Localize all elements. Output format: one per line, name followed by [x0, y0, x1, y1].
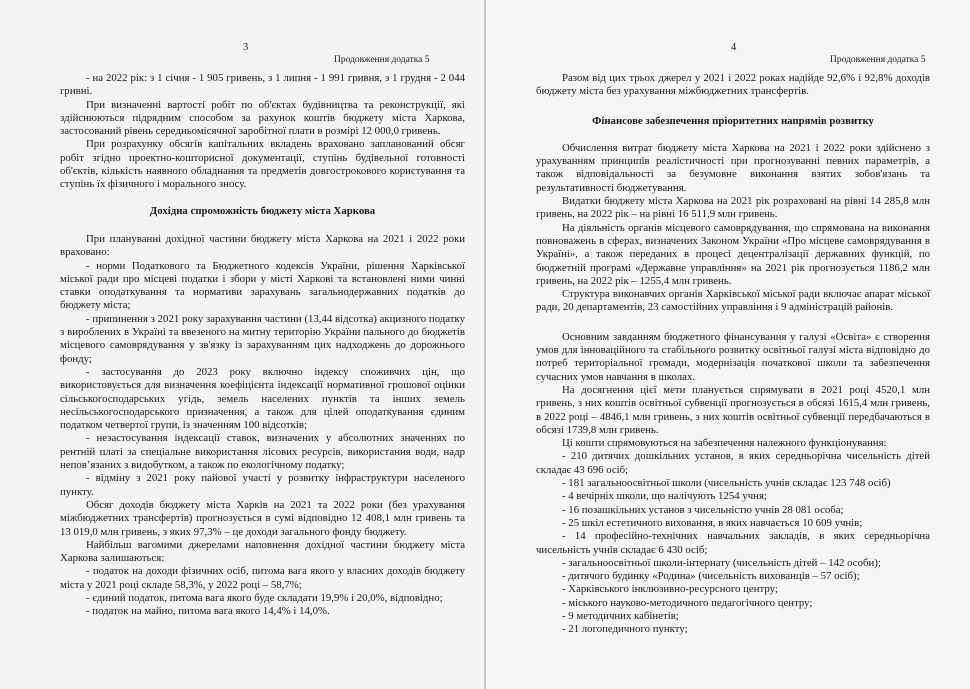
list-item: - Харківського інклюзивно-ресурсного центру;	[562, 583, 778, 596]
list-item: - 210 дитячих дошкільних установ, в яких середньорічна чисельність дітей складає 43 696 осіб;	[536, 450, 930, 476]
list-item: - загальноосвітньої школи-інтернату (чисельність дітей – 142 особи);	[562, 556, 881, 569]
paragraph: На досягнення цієї мети планується спрямувати в 2021 році 4520,1 млн гривень, з них коштів освітньої субвенції прогнозується в обсязі 1615,4 млн гривень, в 2022 році – 4846,1 млн гривень, з них коштів освітньої субвенції передбачаються в обсязі 1739,8 млн гривень.	[536, 383, 930, 436]
paragraph: Разом від цих трьох джерел у 2021 і 2022 роках надійде 92,6% і 92,8% доходів бюджету міста без урахування міжбюджетних трансфертів.	[536, 72, 930, 98]
paragraph: - відміну з 2021 року пайової участі у розвитку інфраструктури населеного пункту.	[60, 472, 465, 498]
list-item: - 181 загальноосвітньої школи (чисельність учнів складає 123 748 осіб)	[562, 477, 891, 490]
right-page-body	[536, 72, 930, 637]
paragraph: Структура виконавчих органів Харківської міської ради включає апарат міської ради, 20 департаментів, 23 самостійних управління і 9 адміністрацій районів.	[536, 288, 930, 314]
paragraph: Найбільш вагомими джерелами наповнення дохідної частини бюджету міста Харкова залишаються:	[60, 538, 465, 565]
paragraph: Ці кошти спрямовуються на забезпечення належного функціонування:	[562, 437, 887, 450]
list-item: - міського науково-методичного педагогічного центру;	[562, 596, 813, 609]
page-number: 4	[731, 42, 737, 53]
paragraph: - податок на доходи фізичних осіб, питома вага якого у власних доходів бюджету міста у 2021 році складе 58,3%, у 2022 році – 58,7%;	[60, 565, 465, 591]
paragraph: - на 2022 рік: з 1 січня - 1 905 гривень, з 1 липня - 1 991 гривня, з 1 грудня - 2 044 гривні.	[60, 72, 465, 98]
paragraph: - податок на майно, питома вага якого 14,4% і 14,0%.	[86, 605, 330, 618]
paragraph: Основним завданням бюджетного фінансування у галузі «Освіта» є створення умов для інноваційного та стабільного розвитку освітньої галузі міста відповідно до потреб територіальної громади, модернізація початкової школи та забезпечення сучасних умов навчання в школах.	[536, 330, 930, 383]
list-item: - 14 професійно-технічних навчальних закладів, в яких середньорічна чисельність учнів складає 6 430 осіб;	[536, 530, 930, 556]
paragraph: На діяльність органів місцевого самоврядування, що спрямована на виконання повноважень в сферах, визначених Законом України «Про місцеве самоврядування в Україні», а також переданих в процесі децентралізації державних функцій, по бюджетній програмі «Державне управління» на 2021 рік прогнозується 1186,2 млн гривень, на 2022 рік – 1255,4 млн гривень.	[536, 221, 930, 287]
page-gutter	[484, 0, 486, 689]
paragraph: При плануванні дохідної частини бюджету міста Харкова на 2021 і 2022 роки враховано:	[60, 232, 465, 259]
paragraph: - припинення з 2021 року зарахування частини (13,44 відсотка) акцизного податку з вироблених в Україні та ввезеного на митну територію України пального до бюджетів місцевого самоврядування у зв'язку із зарахуванням цих надходжень до дорожнього фонду;	[60, 312, 465, 365]
continuation-label: Продовження додатка 5	[334, 55, 430, 65]
left-page-body	[60, 72, 465, 619]
paragraph: Видатки бюджету міста Харкова на 2021 рік розраховані на рівні 14 285,8 млн гривень, на 2022 рік – на рівні 16 511,9 млн гривень.	[536, 195, 930, 221]
spacer	[536, 315, 930, 331]
paragraph: - єдиний податок, питома вага якого буде складати 19,9% і 20,0%, відповідно;	[86, 591, 443, 604]
list-item: - 21 логопедичного пункту;	[562, 623, 688, 636]
list-item: - 4 вечірніх школи, що налічують 1254 учня;	[562, 490, 767, 503]
section-heading: Фінансове забезпечення пріоритетних напрямів розвитку	[592, 114, 874, 127]
paragraph: При визначенні вартості робіт по об'єктах будівництва та реконструкції, які здійснюються підрядним способом за рахунок коштів бюджету міста Харкова, застосований рівень середньомісячної заробітної плати в розмірі 12 000,0 гривень.	[60, 98, 465, 138]
paragraph: - застосування до 2023 року включно індексу споживчих цін, що використовується для визначення коефіцієнта індексації нормативної грошової оцінки сільськогосподарських угідь, земель населених пунктів та інших земель несільськогосподарського призначення, а також для цілей оподаткування єдиним податком четвертої групи, із значенням 100 відсотків;	[60, 365, 465, 432]
paragraph: При розрахунку обсягів капітальних вкладень враховано запланований обсяг робіт згідно проектно-кошторисної документації, ступінь будівельної готовності об'єктів, кількість наявного обладнання та предметів довгострокового користування та ступінь їх фізичного і морального зносу.	[60, 138, 465, 191]
paragraph: Обсяг доходів бюджету міста Харків на 2021 та 2022 роки (без урахування міжбюджетних трансфертів) прогнозується в сумі відповідно 12 408,1 млн гривень та 13 019,0 млн гривень, з яких 97,3% – це доходи загального фонду бюджету.	[60, 498, 465, 538]
list-item: - 16 позашкільних установ з чисельністю учнів 28 081 особа;	[562, 503, 844, 516]
list-item: - 9 методичних кабінетів;	[562, 609, 679, 622]
paragraph: Обчислення витрат бюджету міста Харкова на 2021 і 2022 роки здійснено з урахуванням принципів реалістичності при прогнозуванні певних параметрів, а також відповідальності за безумовне виконання взятих зобов'язань та результативності бюджетування.	[536, 141, 930, 194]
page-number: 3	[243, 42, 249, 53]
continuation-label: Продовження додатка 5	[830, 55, 926, 65]
list-item: - дитячого будинку «Родина» (чисельність вихованців – 57 осіб);	[562, 570, 860, 583]
paragraph: - норми Податкового та Бюджетного кодексів України, рішення Харківської міської ради про місцеві податки і збори у місті Харкові та встановлені ними чинні ставки оподаткування та нормативи зарахувань загальнодержавних податків до бюджету міста;	[60, 259, 465, 312]
section-heading: Дохідна спроможність бюджету міста Харкова	[149, 204, 376, 217]
list-item: - 25 шкіл естетичного виховання, в яких навчається 10 609 учнів;	[562, 516, 863, 529]
paragraph: - незастосування індексації ставок, визначених у абсолютних значеннях по рентній платі за спеціальне використання лісових ресурсів, використання води, надр неповʼязаних з видобутком, а також по екологічному податку;	[60, 432, 465, 472]
